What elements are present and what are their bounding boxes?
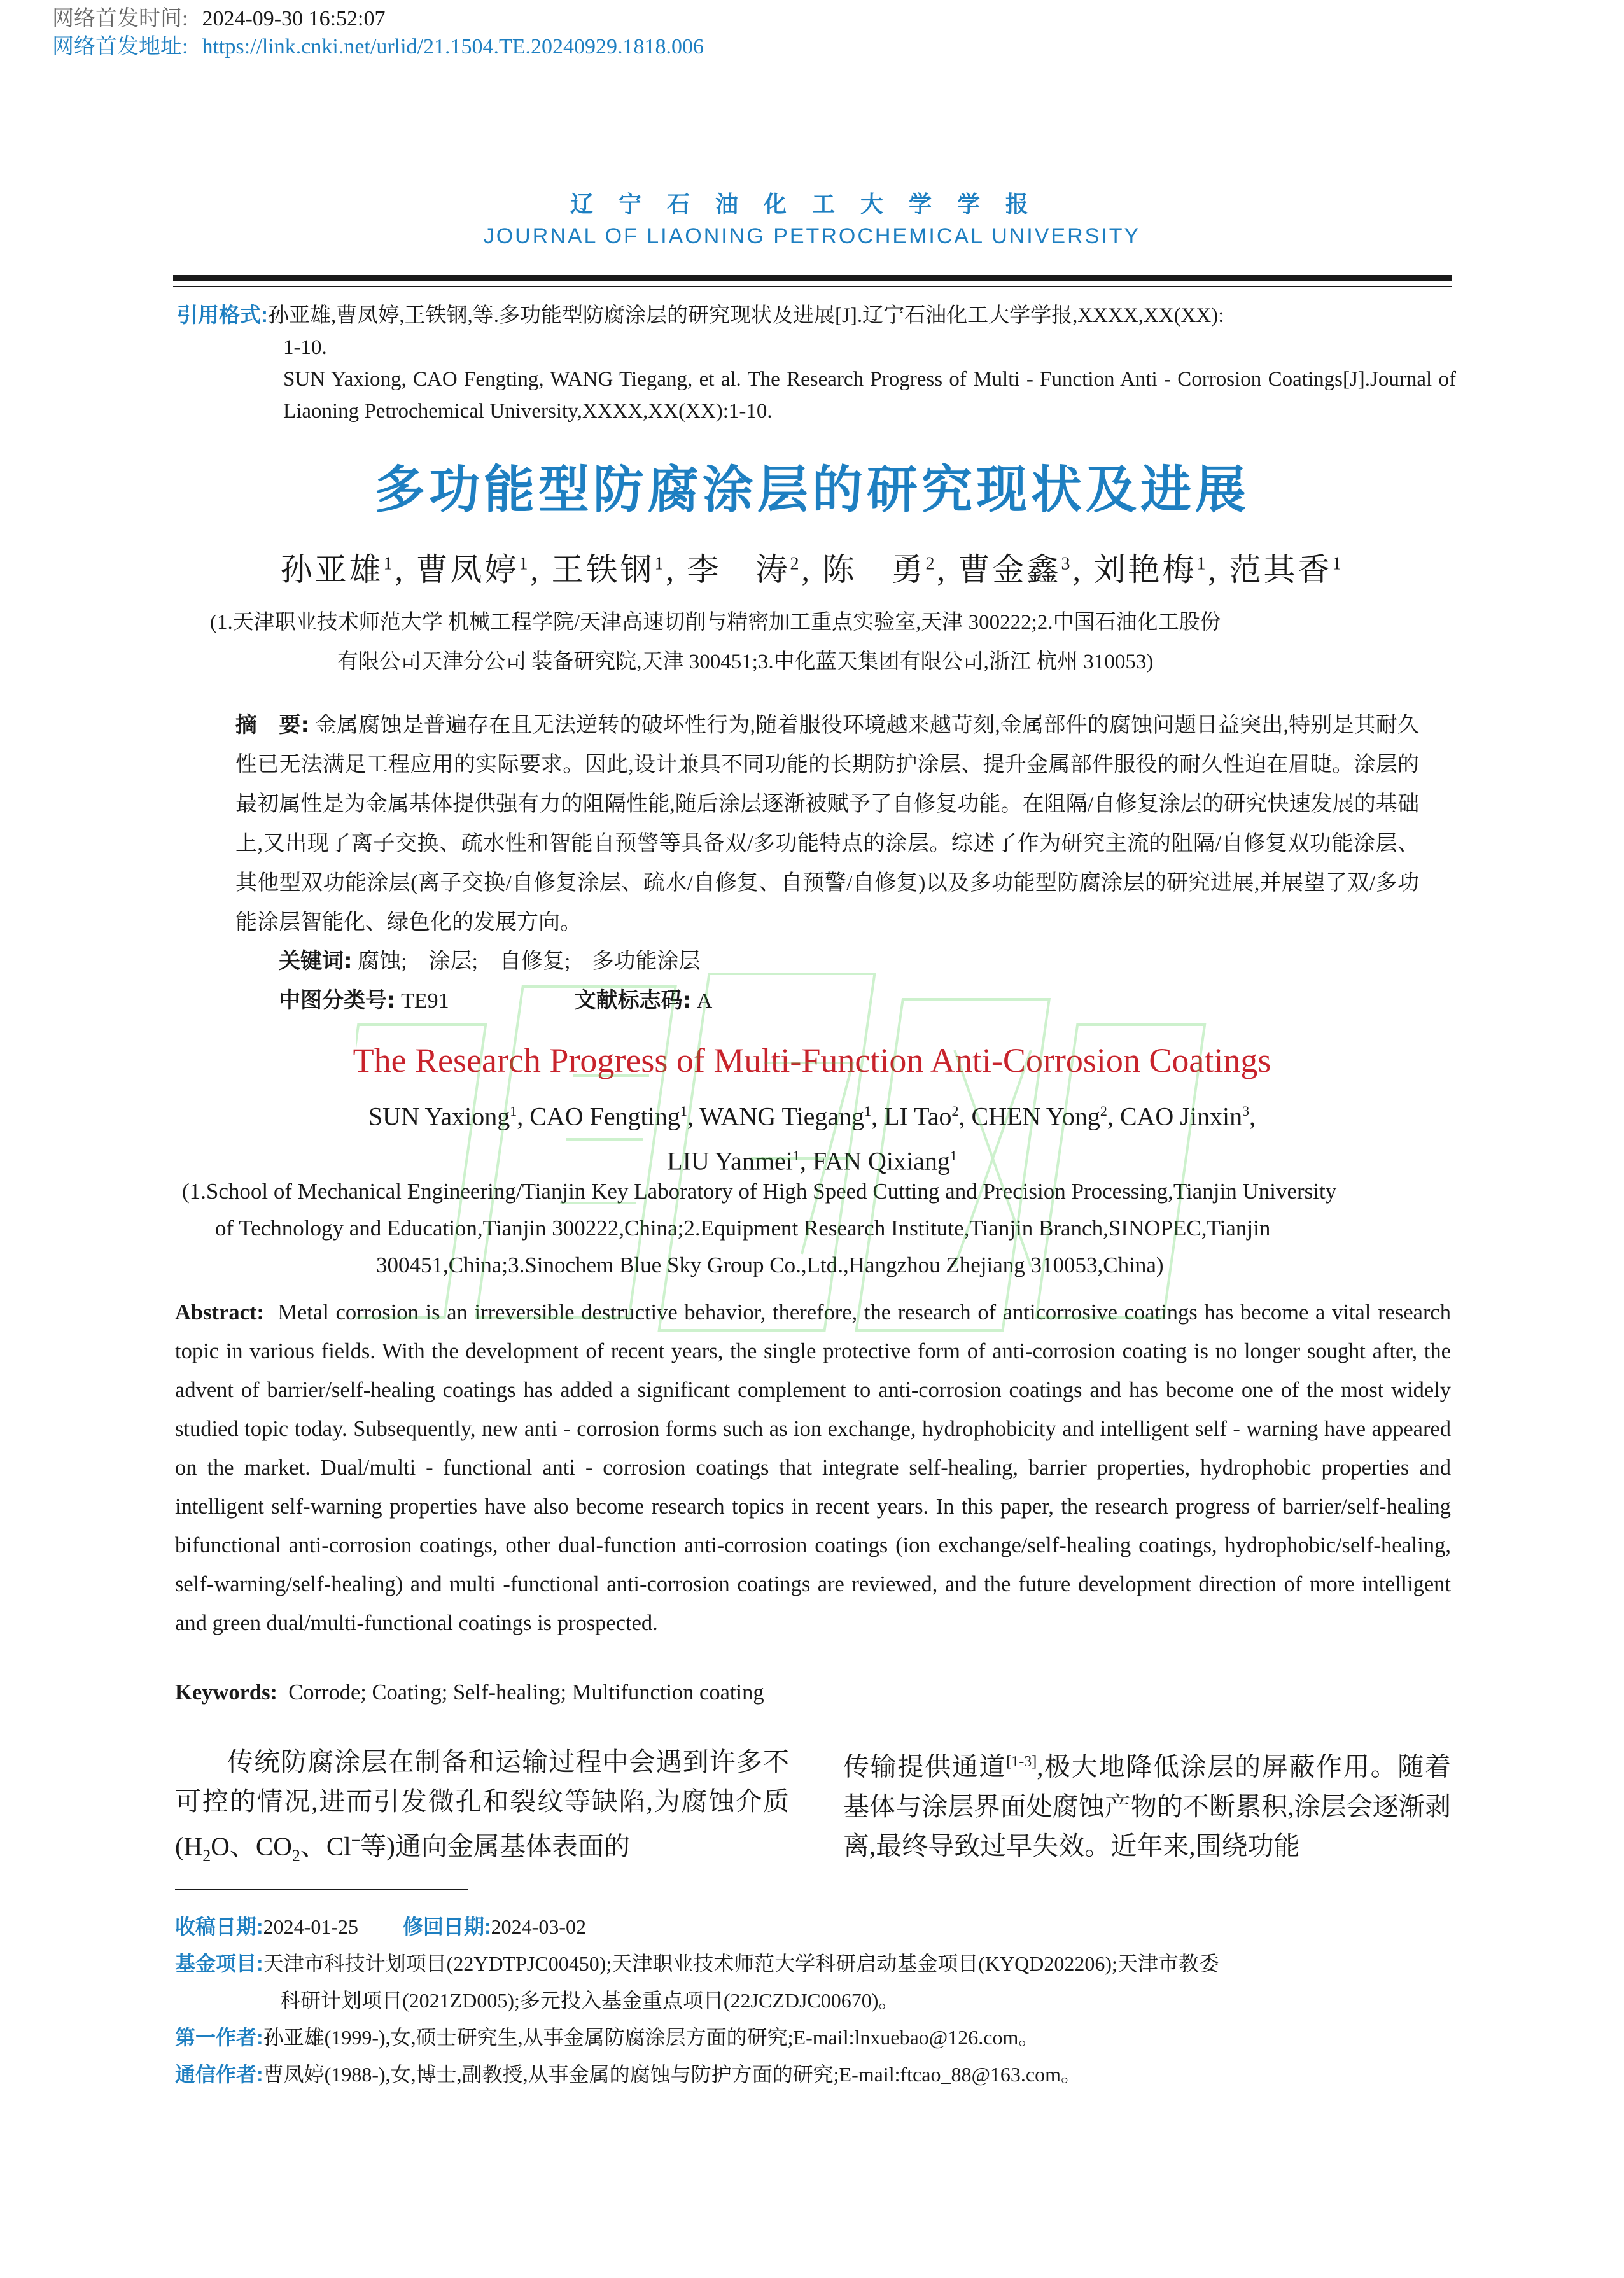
footnote-fund-cont: 科研计划项目(2021ZD005);多元投入基金重点项目(22JCZDJC00670)。 <box>280 1989 899 2012</box>
online-first-info <box>52 5 704 61</box>
classification <box>279 983 712 1014</box>
author-name: 李 涛 <box>687 552 790 587</box>
keywords-cn-head: 关键词: <box>279 948 353 974</box>
author-affiliation-index: 2 <box>790 554 802 574</box>
author-affiliation-index: 1 <box>519 554 531 574</box>
author-name: SUN Yaxiong <box>368 1102 510 1131</box>
author-affiliation-index: 3 <box>1061 554 1073 574</box>
author-affiliation-index: 1 <box>383 554 395 574</box>
author-name: WANG Tiegang <box>699 1102 865 1131</box>
author-name: LIU Yanmei <box>667 1146 793 1176</box>
keywords-en <box>175 1680 764 1705</box>
abstract-en-text: Metal corrosion is an irreversible destructive behavior, therefore, the research of anticorrosive coatings has become a vital research topic in various fields. With the development of recent years, the single protective form of anti-corrosion coating is no longer sought after, the advent of barrier/self-healing coatings has added a significant complement to anti-corrosion coatings and has become one of the most widely studied topic today. Subsequently, new anti - corrosion forms such as ion exchange, hydrophobicity and intelligent self - warning have appeared on the market. Dual/multi - functional anti - corrosion coatings that integrate self-healing, barrier properties, hydrophobic properties and intelligent self-warning properties have also become research topics in recent years. In this paper, the research progress of barrier/self-healing bifunctional anti-corrosion coatings, other dual-function anti-corrosion coatings (ion exchange/self-healing coatings, hydrophobic/self-healing, self-warning/self-healing) and multi -functional anti-corrosion coatings are reviewed, and the future development direction of more intelligent and green dual/multi-functional coatings is prospected. <box>175 1300 1451 1635</box>
affiliation-cn-line2: 有限公司天津分公司 装备研究院,天津 300451;3.中化蓝天集团有限公司,浙江 杭州 310053) <box>337 650 1154 673</box>
author-affiliation-index: 1 <box>654 554 666 574</box>
author-name: 陈 勇 <box>822 552 926 587</box>
body-column-left <box>175 1742 789 1876</box>
author-affiliation-index: 1 <box>864 1103 872 1119</box>
author-affiliation-index: 1 <box>1332 554 1344 574</box>
author-affiliation-index: 1 <box>510 1103 517 1119</box>
author-name: LI Tao <box>884 1102 952 1131</box>
affiliation-en-line3: 300451,China;3.Sinochem Blue Sky Group Co.,Ltd.,Hangzhou Zhejiang 310053,China) <box>376 1253 1164 1277</box>
keywords-cn-text: 腐蚀; 涂层; 自修复; 多功能涂层 <box>358 950 701 973</box>
citation-cn-cont: 1-10. <box>283 336 327 359</box>
author-name: CAO Fengting <box>529 1102 680 1131</box>
authors-cn: 孙亚雄$^1$, 曹凤婷$^1$, 王铁钢$^1$, 李 涛$^2$, 陈 勇$^2$, 曹金鑫$^3$, 刘艳梅$^1$, 范其香$^1$ <box>280 552 1344 587</box>
affiliations-cn <box>210 603 1451 682</box>
author-affiliation-index: 3 <box>1242 1103 1250 1119</box>
footnote-dates: 收稿日期:2024-01-25 修回日期:2024-03-02 <box>175 1915 586 1938</box>
footnote-corresponding-author: 通信作者:曹凤婷(1988-),女,博士,副教授,从事金属的腐蚀与防护方面的研究;E-mail:ftcao_88@163.com。 <box>175 2063 1082 2086</box>
author-affiliation-index: 2 <box>951 1103 959 1119</box>
doc-code-value: A <box>696 989 713 1013</box>
author-affiliation-index: 1 <box>949 1148 957 1164</box>
citation-cn: 孙亚雄,曹凤婷,王铁钢,等.多功能型防腐涂层的研究现状及进展[J].辽宁石油化工大学学报,XXXX,XX(XX): <box>268 304 1224 327</box>
citation-en: SUN Yaxiong, CAO Fengting, WANG Tiegang, et al. The Research Progress of Multi - Function Anti - Corrosion Coatings[J].Journal of Liaoning Petrochemical University,XXXX,XX(XX):1-10. <box>283 368 1456 423</box>
authors-en-line2: LIU Yanmei$^1$, FAN Qixiang$^1$ <box>667 1146 957 1176</box>
clc-value: TE91 <box>401 989 449 1013</box>
author-affiliation-index: 2 <box>1100 1103 1107 1119</box>
online-address-label: 网络首发地址: <box>52 35 188 59</box>
body-column-right: 传输提供通道[1-3],极大地降低涂层的屏蔽作用。随着基体与涂层界面处腐蚀产物的不断累积,涂层会逐渐剥离,最终导致过早失效。近年来,围绕功能 <box>843 1752 1451 1860</box>
author-name: 范其香 <box>1229 552 1333 587</box>
abstract-en <box>175 1293 1451 1643</box>
abstract-en-head: Abstract: <box>175 1300 264 1325</box>
footnotes <box>175 1908 1454 2093</box>
footnote-first-author: 第一作者:孙亚雄(1999-),女,硕士研究生,从事金属防腐涂层方面的研究;E-mail:lnxuebao@126.com。 <box>175 2026 1039 2049</box>
keywords-en-head: Keywords: <box>175 1680 277 1705</box>
citation-ref[interactable]: [1-3] <box>1006 1754 1037 1770</box>
clc-head: 中图分类号: <box>279 988 396 1013</box>
citation-block <box>177 299 1456 427</box>
abstract-cn-head: 摘 要: <box>235 712 310 738</box>
title-en: The Research Progress of Multi-Function Anti-Corrosion Coatings <box>353 1041 1271 1079</box>
abstract-cn <box>235 705 1419 943</box>
author-name: CAO Jinxin <box>1119 1102 1243 1131</box>
page-title: 多功能型防腐涂层的研究现状及进展 <box>374 460 1250 519</box>
citation-head: 引用格式: <box>177 303 268 327</box>
doc-code-head: 文献标志码: <box>574 988 692 1013</box>
affiliation-en-line1: (1.School of Mechanical Engineering/Tianjin Key Laboratory of High Speed Cutting and Precision Processing,Tianjin University <box>182 1179 1337 1204</box>
author-name: 刘艳梅 <box>1093 552 1197 587</box>
author-name: 孙亚雄 <box>280 552 384 587</box>
author-name: 曹凤婷 <box>416 552 519 587</box>
header-rule-thin <box>173 286 1452 287</box>
keywords-cn <box>279 943 700 974</box>
author-name: 曹金鑫 <box>958 552 1061 587</box>
online-time-label: 网络首发时间: <box>52 7 188 31</box>
authors-en-line1: SUN Yaxiong$^1$, CAO Fengting$^1$, WANG Tiegang$^1$, LI Tao$^2$, CHEN Yong$^2$, CAO Jinxin$^3$, <box>368 1102 1256 1131</box>
body-paragraph: 传统防腐涂层在制备和运输过程中会遇到许多不可控的情况,进而引发微孔和裂纹等缺陷,为腐蚀介质($H_2O$、$CO_2$、Cl−等)通向金属基体表面的 <box>175 1747 789 1865</box>
author-affiliation-index: 1 <box>680 1103 687 1119</box>
affiliation-cn-line1: (1.天津职业技术师范大学 机械工程学院/天津高速切削与精密加工重点实验室,天津 300222;2.中国石油化工股份 <box>210 611 1221 634</box>
author-name: CHEN Yong <box>971 1102 1100 1131</box>
footnote-rule <box>175 1889 468 1890</box>
abstract-cn-text: 金属腐蚀是普遍存在且无法逆转的破坏性行为,随着服役环境越来越苛刻,金属部件的腐蚀问题日益突出,特别是其耐久性已无法满足工程应用的实际要求。因此,设计兼具不同功能的长期防护涂层、提升金属部件服役的耐久性迫在眉睫。涂层的最初属性是为金属基体提供强有力的阻隔性能,随后涂层逐渐被赋予了自修复功能。在阻隔/自修复涂层的研究快速发展的基础上,又出现了离子交换、疏水性和智能自预警等具备双/多功能特点的涂层。综述了作为研究主流的阻隔/自修复双功能涂层、其他型双功能涂层(离子交换/自修复涂层、疏水/自修复、自预警/自修复)以及多功能型防腐涂层的研究进展,并展望了双/多功能涂层智能化、绿色化的发展方向。 <box>235 714 1419 934</box>
journal-name-cn: 辽宁石油化工大学学报 <box>570 192 1054 218</box>
header-rule-thick <box>173 275 1452 281</box>
author-name: 王铁钢 <box>551 552 655 587</box>
keywords-en-text: Corrode; Coating; Self-healing; Multifunction coating <box>288 1680 764 1705</box>
footnote-fund: 基金项目:天津市科技计划项目(22YDTPJC00450);天津职业技术师范大学科研启动基金项目(KYQD202206);天津市教委 <box>175 1952 1219 1975</box>
online-address-link[interactable]: https://link.cnki.net/urlid/21.1504.TE.20240929.1818.006 <box>202 35 704 59</box>
affiliations-en <box>182 1173 1448 1284</box>
journal-name-en: JOURNAL OF LIAONING PETROCHEMICAL UNIVERSITY <box>483 224 1141 248</box>
authors-en <box>0 1092 1624 1181</box>
affiliation-en-line2: of Technology and Education,Tianjin 300222,China;2.Equipment Research Institute,Tianjin Branch,SINOPEC,Tianjin <box>215 1216 1271 1241</box>
online-time-value: 2024-09-30 16:52:07 <box>202 7 386 31</box>
author-affiliation-index: 2 <box>925 554 937 574</box>
author-affiliation-index: 1 <box>792 1148 800 1164</box>
author-affiliation-index: 1 <box>1196 554 1208 574</box>
author-name: FAN Qixiang <box>812 1146 950 1176</box>
